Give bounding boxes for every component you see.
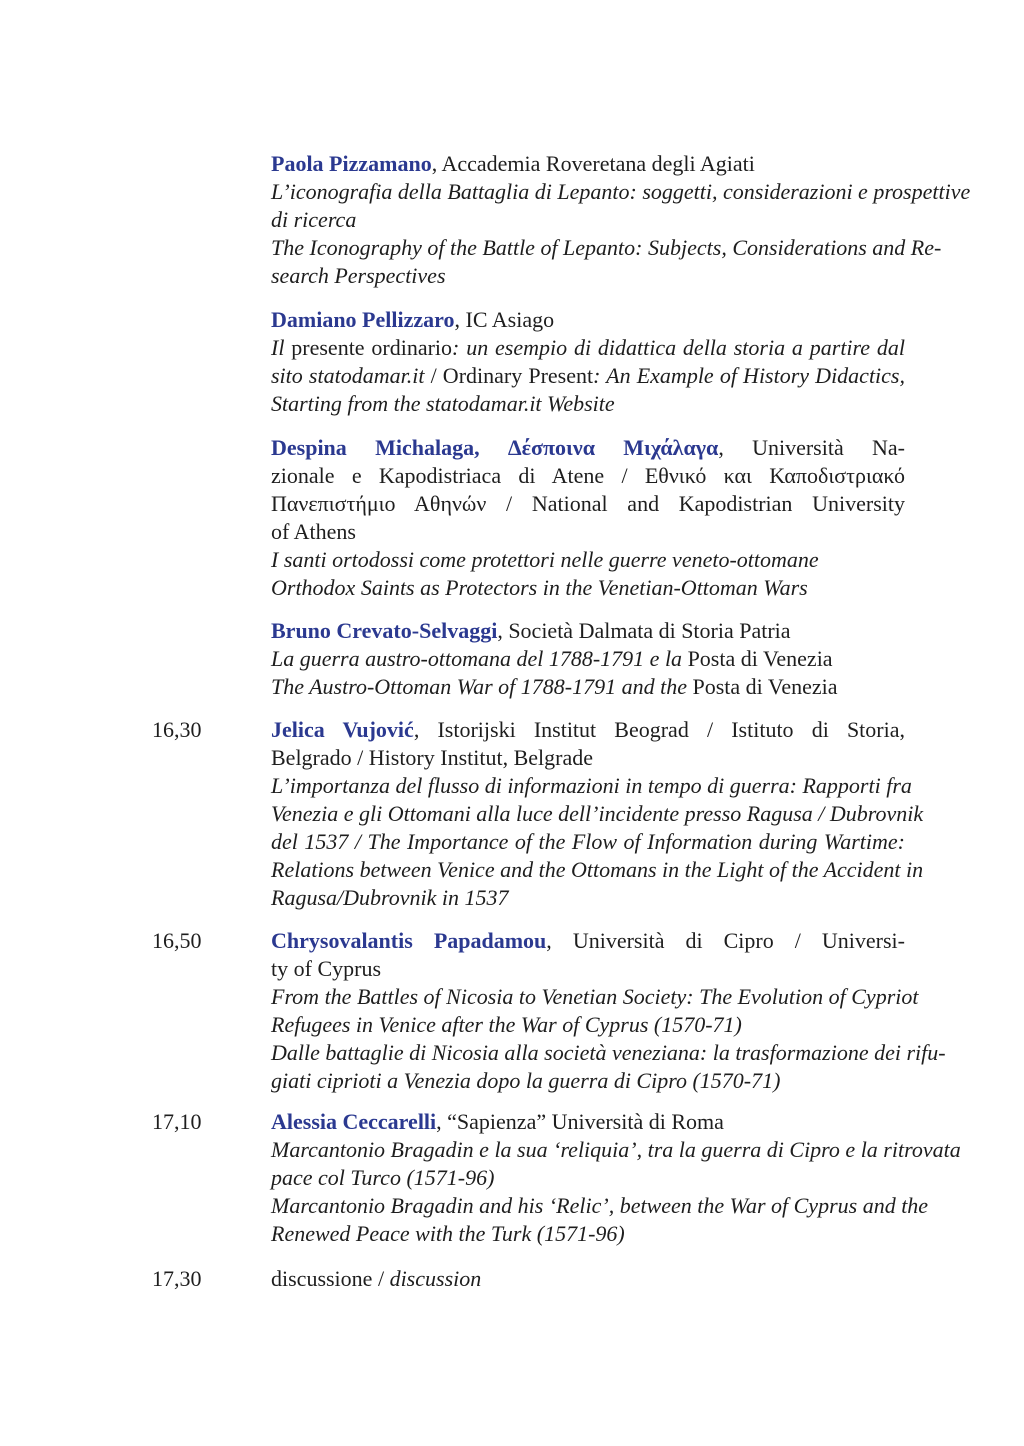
talk-title: giati ciprioti a Venezia dopo la guerra di Cipro (1570-71): [271, 1068, 781, 1093]
speaker-name: Chrysovalantis Papadamou: [271, 928, 547, 953]
entry-line: [271, 645, 905, 673]
talk-title: From the Battles of Nicosia to Venetian Society: The Evolution of Cypriot: [271, 984, 919, 1009]
entry-text: , Università Na-: [718, 435, 905, 460]
entry-content: [271, 1265, 905, 1293]
entry-line: [271, 1108, 905, 1136]
talk-title: search Perspectives: [271, 263, 446, 288]
entry-content: [271, 434, 905, 602]
entry-line: [271, 262, 905, 290]
entry-content: [271, 150, 971, 290]
talk-title: Orthodox Saints as Protectors in the Venetian-Ottoman Wars: [271, 575, 808, 600]
entry-line: [271, 1067, 905, 1095]
entry-line: [271, 800, 924, 828]
talk-title: Starting from the statodamar.it Website: [271, 391, 615, 416]
entry-text: , IC Asiago: [454, 307, 555, 332]
talk-title: Refugees in Venice after the War of Cyprus (1570-71): [271, 1012, 742, 1037]
entry-text: / Ordinary Present: [424, 363, 594, 388]
session-time: 17,30: [152, 1266, 202, 1291]
talk-title: L’importanza del flusso di informazioni in tempo di guerra: Rapporti fra: [271, 773, 912, 798]
entry-content: [271, 306, 905, 418]
entry-line: [271, 1265, 905, 1293]
entry-content: [271, 716, 924, 912]
entry-line: [271, 1220, 905, 1248]
speaker-name: Bruno Crevato-Selvaggi: [271, 618, 498, 643]
entry-line: [271, 673, 905, 701]
entry-line: [271, 1011, 905, 1039]
entry-content: [271, 1108, 961, 1248]
entry-line: [271, 390, 905, 418]
entry-text: of Athens: [271, 519, 356, 544]
entry-line: [271, 927, 905, 955]
entry-line: [271, 518, 905, 546]
talk-title: Dalle battaglie di Nicosia alla società veneziana: la trasformazione dei rifu-: [271, 1040, 946, 1065]
talk-title: pace col Turco (1571-96): [271, 1165, 495, 1190]
entry-line: [271, 574, 905, 602]
session-time: 16,30: [152, 717, 202, 742]
entry-content: [271, 617, 905, 701]
talk-title: L’iconografia della Battaglia di Lepanto: soggetti, considerazioni e prospettive: [271, 179, 971, 204]
entry-line: [271, 546, 905, 574]
talk-title: Ragusa/Dubrovnik in 1537: [271, 885, 509, 910]
talk-title: The Iconography of the Battle of Lepanto: Subjects, Considerations and Re-: [271, 235, 942, 260]
talk-title: I santi ortodossi come protettori nelle guerre veneto-ottomane: [271, 547, 819, 572]
entry-line: [271, 362, 905, 390]
entry-text: zionale e Kapodistriaca di Atene / Εθνικό και Καποδιστριακό: [271, 463, 905, 488]
talk-title: : An Example of History Didactics,: [593, 363, 905, 388]
speaker-name: Paola Pizzamano: [271, 151, 432, 176]
talk-title: sito statodamar.it: [271, 363, 425, 388]
talk-title: Venezia e gli Ottomani alla luce dell’incidente presso Ragusa / Dubrovnik: [271, 801, 924, 826]
speaker-name: Alessia Ceccarelli: [271, 1109, 437, 1134]
talk-title: di ricerca: [271, 207, 357, 232]
entry-text: , Università di Cipro / Universi-: [546, 928, 905, 953]
talk-title: Marcantonio Bragadin e la sua ‘reliquia’, tra la guerra di Cipro e la ritrovata: [271, 1137, 961, 1162]
entry-text: , Istorijski Institut Beograd / Istituto di Storia,: [413, 717, 905, 742]
talk-title: Renewed Peace with the Turk (1571-96): [271, 1221, 625, 1246]
entry-line: [271, 856, 924, 884]
entry-line: [271, 150, 905, 178]
entry-text: presente ordinario: [284, 335, 453, 360]
entry-line: [271, 772, 912, 800]
entry-line: [271, 334, 905, 362]
entry-line: [271, 884, 905, 912]
entry-text: , Accademia Roveretana degli Agiati: [431, 151, 755, 176]
entry-line: [271, 462, 905, 490]
entry-line: [271, 716, 905, 744]
entry-line: [271, 234, 942, 262]
talk-title: The Austro-Ottoman War of 1788-1791 and the: [271, 674, 687, 699]
talk-title: La guerra austro-ottomana del 1788-1791 e la: [271, 646, 683, 671]
speaker-name: Damiano Pellizzaro: [271, 307, 455, 332]
talk-title: Relations between Venice and the Ottomans in the Light of the Accident in: [271, 857, 924, 882]
talk-title: del 1537 / The Importance of the Flow of Information during Wartime:: [271, 829, 905, 854]
entry-line: [271, 955, 905, 983]
talk-title: Il: [271, 335, 285, 360]
entry-line: [271, 828, 905, 856]
entry-line: [271, 306, 905, 334]
entry-line: [271, 490, 905, 518]
entry-line: [271, 434, 905, 462]
talk-title: : un esempio di didattica della storia a partire dal: [452, 335, 905, 360]
entry-text: Posta di Venezia: [682, 646, 833, 671]
session-time: 16,50: [152, 928, 202, 953]
entry-text: ty of Cyprus: [271, 956, 381, 981]
entry-line: [271, 1164, 905, 1192]
talk-title: discussion: [389, 1266, 482, 1291]
entry-line: [271, 617, 905, 645]
session-time: 17,10: [152, 1109, 202, 1134]
entry-content: [271, 927, 946, 1095]
entry-text: discussione /: [271, 1266, 390, 1291]
entry-line: [271, 1136, 961, 1164]
entry-line: [271, 206, 905, 234]
entry-text: , “Sapienza” Università di Roma: [436, 1109, 724, 1134]
entry-text: , Società Dalmata di Storia Patria: [497, 618, 791, 643]
speaker-name: Jelica Vujović: [271, 717, 414, 742]
entry-line: [271, 983, 919, 1011]
entry-text: Belgrado / History Institut, Belgrade: [271, 745, 593, 770]
speaker-name: Despina Michalaga, Δέσποινα Μιχάλαγα: [271, 435, 719, 460]
entry-line: [271, 1192, 929, 1220]
talk-title: Marcantonio Bragadin and his ‘Relic’, between the War of Cyprus and the: [271, 1193, 929, 1218]
entry-line: [271, 744, 905, 772]
entry-line: [271, 178, 971, 206]
entry-text: Posta di Venezia: [686, 674, 838, 699]
entry-text: Πανεπιστήμιο Αθηνών / National and Kapodistrian University: [271, 491, 905, 516]
entry-line: [271, 1039, 946, 1067]
